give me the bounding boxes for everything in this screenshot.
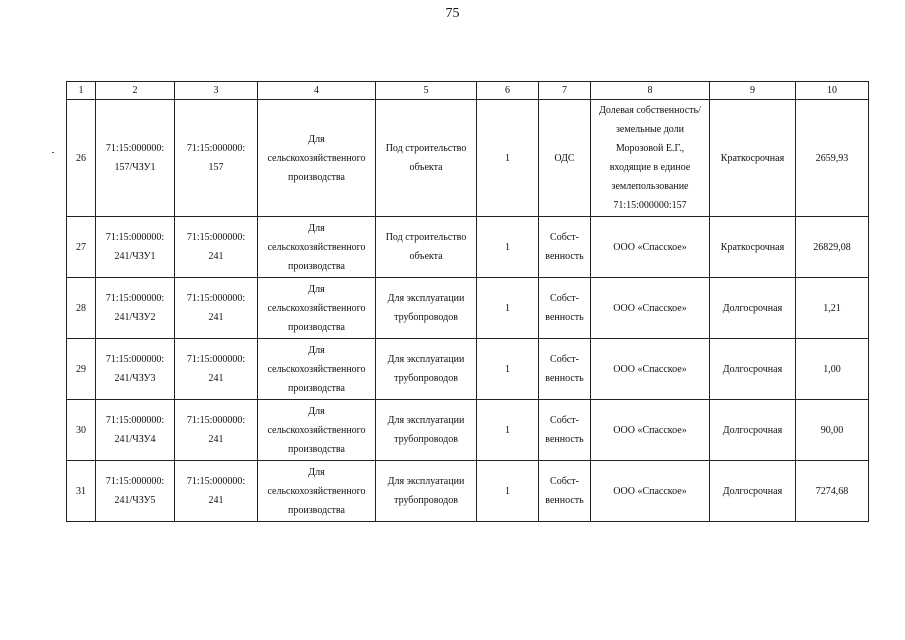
area-cell: 1,21 bbox=[796, 278, 869, 339]
cell-line: Для bbox=[308, 222, 325, 234]
cadastral-number-cell bbox=[175, 400, 258, 461]
row-number-cell: 28 bbox=[67, 278, 96, 339]
owner-cell bbox=[591, 400, 710, 461]
cell-line: 71:15:000000: bbox=[186, 293, 246, 304]
purpose-cell bbox=[376, 339, 477, 400]
scan-speck bbox=[52, 152, 54, 153]
cell-line: трубопроводов bbox=[394, 373, 458, 384]
quantity-cell: 1 bbox=[477, 339, 539, 400]
quantity-cell: 1 bbox=[477, 278, 539, 339]
column-header-5: 5 bbox=[376, 82, 477, 100]
column-number-row bbox=[67, 82, 869, 100]
column-header-8: 8 bbox=[591, 82, 710, 100]
cell-line: венность bbox=[545, 312, 584, 323]
purpose-cell bbox=[376, 278, 477, 339]
cell-line: 71:15:000000: bbox=[105, 415, 165, 426]
cell-line: Собст- bbox=[550, 293, 579, 304]
cell-line: 241 bbox=[208, 495, 224, 506]
cell-line: 241 bbox=[208, 312, 224, 323]
cell-line: Для bbox=[308, 283, 325, 295]
quantity-cell: 1 bbox=[477, 217, 539, 278]
row-number-cell: 30 bbox=[67, 400, 96, 461]
cell-line: сельскохозяйственного bbox=[267, 302, 366, 314]
right-type-cell bbox=[539, 339, 591, 400]
cell-line: производства bbox=[288, 504, 345, 516]
cell-line: сельскохозяйственного bbox=[267, 241, 366, 253]
right-type-cell bbox=[539, 461, 591, 522]
cadastral-number-cell bbox=[175, 461, 258, 522]
cell-line: ООО «Спасское» bbox=[613, 302, 687, 314]
cell-line: 241 bbox=[208, 373, 224, 384]
table-row bbox=[67, 339, 869, 400]
cell-line: Для эксплуатации bbox=[387, 354, 465, 365]
part-cadastral-number-cell bbox=[96, 400, 175, 461]
owner-cell bbox=[591, 217, 710, 278]
part-cadastral-number-cell bbox=[96, 339, 175, 400]
cell-line: Собст- bbox=[550, 354, 579, 365]
cell-line: ООО «Спасское» bbox=[613, 363, 687, 375]
area-cell: 90,00 bbox=[796, 400, 869, 461]
right-type-cell bbox=[539, 400, 591, 461]
cell-line: венность bbox=[545, 251, 584, 262]
cell-line: Для эксплуатации bbox=[387, 476, 465, 487]
column-header-9: 9 bbox=[710, 82, 796, 100]
land-category-cell bbox=[258, 100, 376, 217]
row-number-cell: 31 bbox=[67, 461, 96, 522]
table-row bbox=[67, 217, 869, 278]
cell-line: 241/ЧЗУ1 bbox=[114, 251, 156, 262]
quantity-cell: 1 bbox=[477, 100, 539, 217]
cell-line: входящие в единое bbox=[609, 162, 691, 173]
cell-line: Для bbox=[308, 344, 325, 356]
cell-line: 71:15:000000: bbox=[105, 293, 165, 304]
lease-term-cell: Долгосрочная bbox=[710, 339, 796, 400]
cell-line: сельскохозяйственного bbox=[267, 424, 366, 436]
table-body bbox=[67, 100, 869, 522]
cell-line: 71:15:000000: bbox=[186, 415, 246, 426]
row-number-cell: 29 bbox=[67, 339, 96, 400]
quantity-cell: 1 bbox=[477, 461, 539, 522]
table-row bbox=[67, 461, 869, 522]
land-category-cell bbox=[258, 339, 376, 400]
cell-line: Под строительство bbox=[385, 232, 467, 243]
cell-line: трубопроводов bbox=[394, 434, 458, 445]
cell-line: производства bbox=[288, 382, 345, 394]
cell-line: сельскохозяйственного bbox=[267, 363, 366, 375]
row-number-cell: 26 bbox=[67, 100, 96, 217]
column-header-6: 6 bbox=[477, 82, 539, 100]
cell-line: Собст- bbox=[550, 476, 579, 487]
cell-line: 241/ЧЗУ4 bbox=[114, 434, 156, 445]
cell-line: 241/ЧЗУ5 bbox=[114, 495, 156, 506]
lease-term-cell: Краткосрочная bbox=[710, 217, 796, 278]
cell-line: сельскохозяйственного bbox=[267, 485, 366, 497]
cell-line: производства bbox=[288, 260, 345, 272]
cell-line: ООО «Спасское» bbox=[613, 424, 687, 436]
table-row bbox=[67, 100, 869, 217]
part-cadastral-number-cell bbox=[96, 217, 175, 278]
cell-line: сельскохозяйственного bbox=[267, 152, 366, 164]
owner-cell bbox=[591, 100, 710, 217]
part-cadastral-number-cell bbox=[96, 278, 175, 339]
cell-line: 241 bbox=[208, 251, 224, 262]
cell-line: 241/ЧЗУ2 bbox=[114, 312, 156, 323]
area-cell: 26829,08 bbox=[796, 217, 869, 278]
cell-line: 71:15:000000: bbox=[186, 143, 246, 154]
right-type-cell bbox=[539, 217, 591, 278]
right-type-cell bbox=[539, 278, 591, 339]
cell-line: Для эксплуатации bbox=[387, 293, 465, 304]
cell-line: производства bbox=[288, 321, 345, 333]
cadastral-number-cell bbox=[175, 100, 258, 217]
cell-line: венность bbox=[545, 373, 584, 384]
part-cadastral-number-cell bbox=[96, 100, 175, 217]
lease-term-cell: Долгосрочная bbox=[710, 400, 796, 461]
cell-line: Собст- bbox=[550, 232, 579, 243]
cell-line: Морозовой Е.Г., bbox=[615, 143, 685, 154]
cadastral-number-cell bbox=[175, 217, 258, 278]
owner-cell bbox=[591, 278, 710, 339]
cell-line: 157 bbox=[208, 162, 224, 173]
cadastral-number-cell bbox=[175, 278, 258, 339]
cell-line: трубопроводов bbox=[394, 495, 458, 506]
page-number: 75 bbox=[445, 6, 460, 21]
column-header-3: 3 bbox=[175, 82, 258, 100]
land-plots-table bbox=[66, 81, 869, 522]
area-cell: 1,00 bbox=[796, 339, 869, 400]
land-category-cell bbox=[258, 400, 376, 461]
cell-line: 71:15:000000:157 bbox=[613, 200, 687, 211]
cell-line: трубопроводов bbox=[394, 312, 458, 323]
cell-line: 71:15:000000: bbox=[105, 143, 165, 154]
cell-line: 71:15:000000: bbox=[186, 476, 246, 487]
cell-line: объекта bbox=[409, 162, 443, 173]
purpose-cell bbox=[376, 400, 477, 461]
land-category-cell bbox=[258, 217, 376, 278]
owner-cell bbox=[591, 461, 710, 522]
lease-term-cell: Долгосрочная bbox=[710, 278, 796, 339]
column-header-1: 1 bbox=[67, 82, 96, 100]
cell-line: 71:15:000000: bbox=[105, 354, 165, 365]
cell-line: земельные доли bbox=[615, 124, 684, 135]
land-category-cell bbox=[258, 461, 376, 522]
cell-line: Под строительство bbox=[385, 143, 467, 154]
table-row bbox=[67, 278, 869, 339]
purpose-cell bbox=[376, 217, 477, 278]
cadastral-number-cell bbox=[175, 339, 258, 400]
table-row bbox=[67, 400, 869, 461]
cell-line: венность bbox=[545, 495, 584, 506]
cell-line: Для эксплуатации bbox=[387, 415, 465, 426]
cell-line: 71:15:000000: bbox=[186, 232, 246, 243]
right-type-cell bbox=[539, 100, 591, 217]
cell-line: производства bbox=[288, 443, 345, 455]
area-cell: 2659,93 bbox=[796, 100, 869, 217]
column-header-7: 7 bbox=[539, 82, 591, 100]
owner-cell bbox=[591, 339, 710, 400]
cell-line: Для bbox=[308, 405, 325, 417]
cell-line: венность bbox=[545, 434, 584, 445]
cell-line: Долевая собственность/ bbox=[599, 105, 701, 116]
column-header-2: 2 bbox=[96, 82, 175, 100]
cell-line: 241/ЧЗУ3 bbox=[114, 373, 156, 384]
lease-term-cell: Краткосрочная bbox=[710, 100, 796, 217]
cell-line: Для bbox=[308, 133, 325, 145]
cell-line: 71:15:000000: bbox=[105, 232, 165, 243]
area-cell: 7274,68 bbox=[796, 461, 869, 522]
quantity-cell: 1 bbox=[477, 400, 539, 461]
cell-line: объекта bbox=[409, 251, 443, 262]
cell-line: 71:15:000000: bbox=[186, 354, 246, 365]
cell-line: 241 bbox=[208, 434, 224, 445]
part-cadastral-number-cell bbox=[96, 461, 175, 522]
cell-line: Собст- bbox=[550, 415, 579, 426]
purpose-cell bbox=[376, 100, 477, 217]
cell-line: ОДС bbox=[554, 152, 575, 164]
land-category-cell bbox=[258, 278, 376, 339]
column-header-10: 10 bbox=[796, 82, 869, 100]
cell-line: Для bbox=[308, 466, 325, 478]
purpose-cell bbox=[376, 461, 477, 522]
cell-line: землепользование bbox=[611, 181, 689, 192]
cell-line: производства bbox=[288, 171, 345, 183]
column-header-4: 4 bbox=[258, 82, 376, 100]
cell-line: ООО «Спасское» bbox=[613, 241, 687, 253]
row-number-cell: 27 bbox=[67, 217, 96, 278]
lease-term-cell: Долгосрочная bbox=[710, 461, 796, 522]
cell-line: ООО «Спасское» bbox=[613, 485, 687, 497]
cell-line: 157/ЧЗУ1 bbox=[114, 162, 156, 173]
cell-line: 71:15:000000: bbox=[105, 476, 165, 487]
